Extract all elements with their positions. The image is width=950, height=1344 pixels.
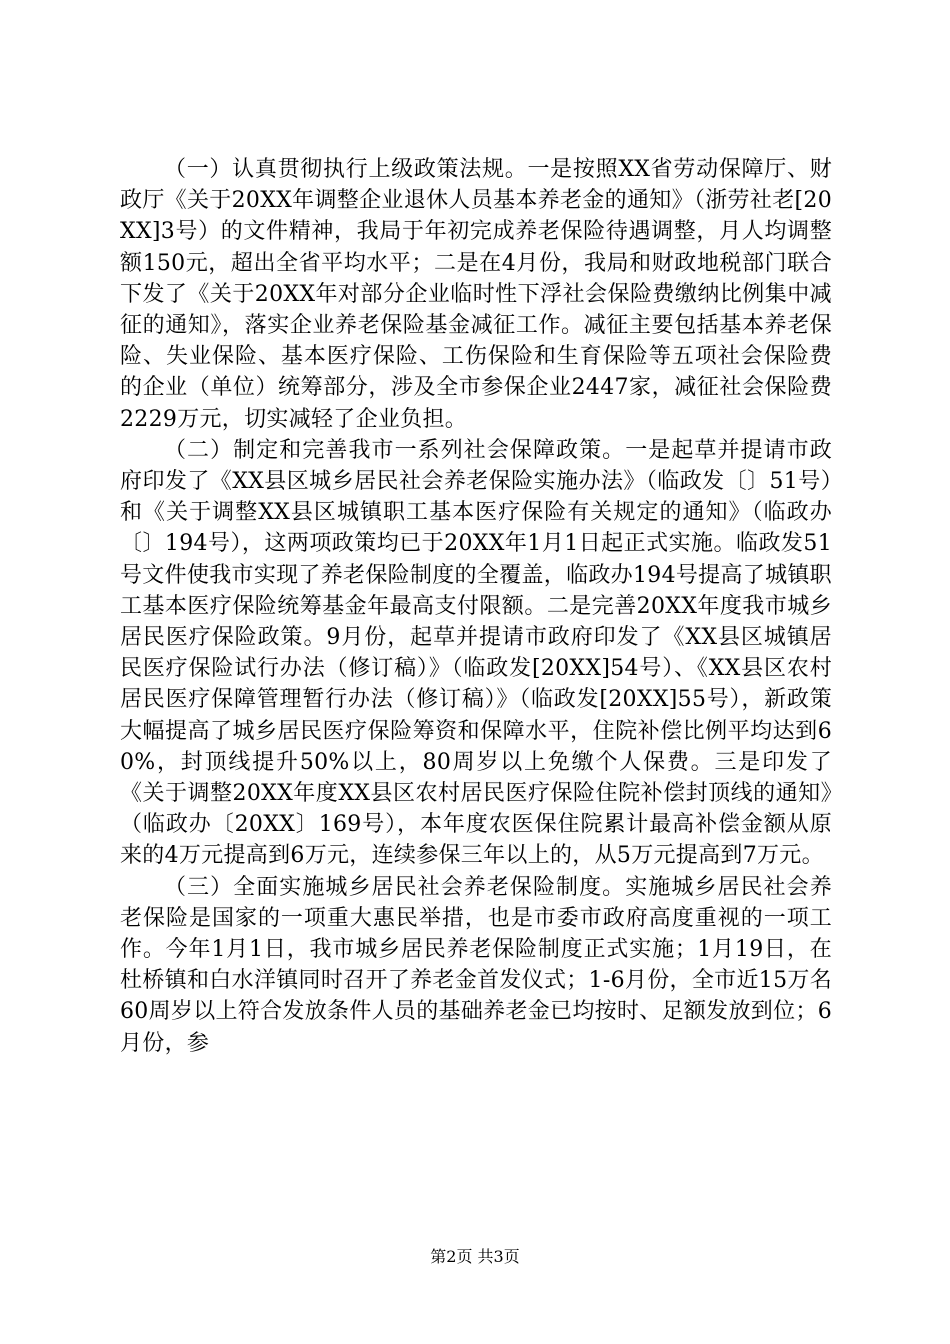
page-footer: 第2页 共3页 bbox=[430, 1247, 520, 1266]
document-body bbox=[120, 154, 832, 1059]
paragraph-policy-formulation: （二）制定和完善我市一系列社会保障政策。一是起草并提请市政府印发了《XX县区城乡居民社会养老保险实施办法》（临政发〔〕51号）和《关于调整XX县区城镇职工基本医疗保险有关规定的通知》（临政办〔〕194号），这两项政策均已于20XX年1月1日起正式实施。临政发51号文件使我市实现了养老保险制度的全覆盖，临政办194号提高了城镇职工基本医疗保险统筹基金年最高支付限额。二是完善20XX年度我市城乡居民医疗保险政策。9月份，起草并提请市政府印发了《XX县区城镇居民医疗保险试行办法（修订稿）》（临政发[20XX]54号）、《XX县区农村居民医疗保障管理暂行办法（修订稿）》（临政发[20XX]55号），新政策大幅提高了城乡居民医疗保险筹资和保障水平，住院补偿比例平均达到60%，封顶线提升50%以上，80周岁以上免缴个人保费。三是印发了《关于调整20XX年度XX县区农村居民医疗保险住院补偿封顶线的通知》（临政办〔20XX〕169号），本年度农医保住院累计最高补偿金额从原来的4万元提高到6万元，连续参保三年以上的，从5万元提高到7万元。 bbox=[120, 437, 832, 869]
paragraph-pension-system: （三）全面实施城乡居民社会养老保险制度。实施城乡居民社会养老保险是国家的一项重大惠民举措，也是市委市政府高度重视的一项工作。今年1月1日，我市城乡居民养老保险制度正式实施；1月19日，在杜桥镇和白水洋镇同时召开了养老金首发仪式；1-6月份，全市近15万名60周岁以上符合发放条件人员的基础养老金已均按时、足额发放到位；6月份，参 bbox=[120, 874, 832, 1056]
paragraph-policy-implementation: （一）认真贯彻执行上级政策法规。一是按照XX省劳动保障厅、财政厅《关于20XX年调整企业退休人员基本养老金的通知》（浙劳社老[20XX]3号）的文件精神，我局于年初完成养老保险待遇调整，月人均调整额150元，超出全省平均水平；二是在4月份，我局和财政地税部门联合下发了《关于20XX年对部分企业临时性下浮社会保险费缴纳比例集中减征的通知》，落实企业养老保险基金减征工作。减征主要包括基本养老保险、失业保险、基本医疗保险、工伤保险和生育保险等五项社会保险费的企业（单位）统筹部分，涉及全市参保企业2447家，减征社会保险费2229万元，切实减轻了企业负担。 bbox=[120, 157, 832, 432]
